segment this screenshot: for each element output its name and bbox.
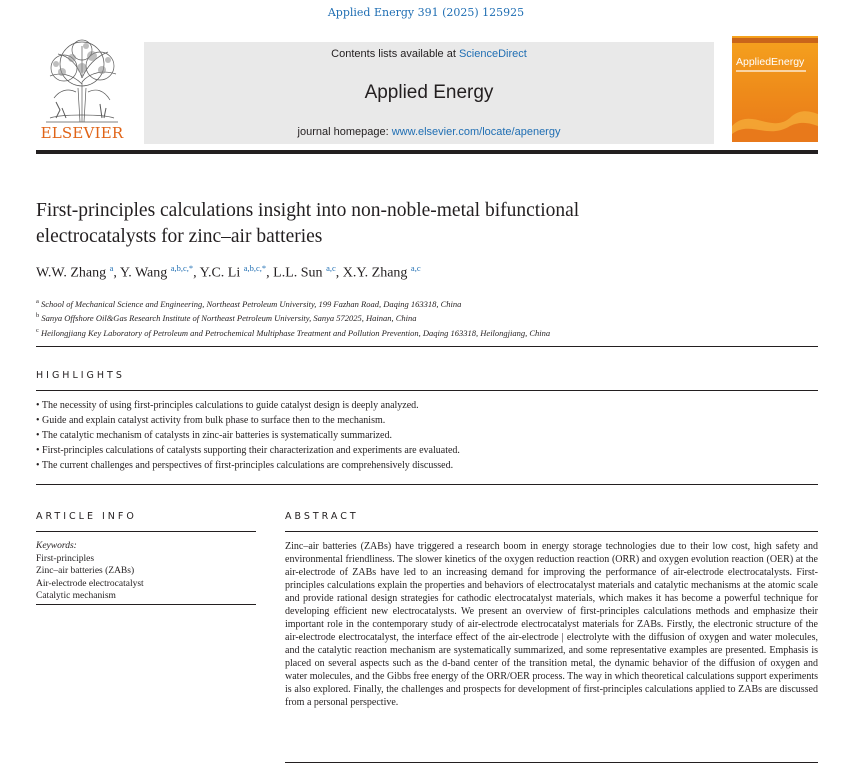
keywords-block [36,540,256,603]
abstract-bottom-divider [285,762,818,763]
highlights-divider [36,390,818,391]
masthead [144,42,714,144]
highlight-item [36,458,816,473]
author-affiliation-mark[interactable]: a,b,c,* [243,263,267,273]
affiliation-mark: b [36,312,40,320]
affiliation-item [36,310,796,324]
highlights-list [36,398,816,473]
author-affiliation-mark[interactable]: a,c [326,263,336,273]
highlight-text: The necessity of using first-principles calculations to guide catalyst design is deeply analyzed. [41,400,419,411]
author-affiliation-mark[interactable]: a [109,263,114,273]
article-title [36,198,736,250]
sciencedirect-link[interactable]: ScienceDirect [458,48,527,60]
highlights-bottom-divider [36,484,818,485]
homepage-line [144,126,714,138]
cover-title: AppliedEnergy [736,56,805,68]
affiliation-mark: c [36,326,39,334]
highlight-text: First-principles calculations of catalysts supporting their characterization and experiments are evaluated. [42,445,460,456]
contents-prefix: Contents lists available at [331,48,456,60]
abstract-text: Zinc–air batteries (ZABs) have triggered a research boom in energy storage technologies due to their low cost, high safety and environmental friendliness. The slower kinetics of the oxygen reduction reaction (ORR) and oxygen evolution reaction (OER) at the air-electrode of ZABs have led to an increasing demand for improving the performance of air-electrode electrocatalysts. First-principles calculations explain the properties and behaviors of electrocatalyst materials and catalytic mechanisms at the atomic scale and provide rational design strategies for cathodic electrocatalyst materials, which makes it has become a powerful technique for developing efficient new electrocatalysts. We present an overview of first-principles calculations methods and emphasize their important role in the contemporary study of air-electrode electrocatalyst materials for ZABs. Firstly, the electronic structure of the air-electrode electrocatalyst, the interface effect of the air-electrode | electrolyte with the diffusion of oxygen and water molecules, and the catalytic reaction mechanism are systematically summarized, and some representative examples are presented. Emphasis is placed on several aspects such as the d-band center of the transition metal, the dynamic behavior of the diffusion of oxygen and water molecules, and the Gibbs free energy of the ORR/OER process. The way in which theoretical calculations support experiments is also explored. Finally, the challenges and prospects for development of first-principles calculations applied to ZABs are discussed from a personal perspective. [285,541,818,708]
article-title-line-1: First-principles calculations insight into non-noble-metal bifunctional [36,200,580,221]
affiliation-item [36,296,796,310]
header-divider [36,150,818,154]
article-title-line-2: electrocatalysts for zinc–air batteries [36,226,323,247]
author-name[interactable]: Y. Wang [119,265,168,281]
highlight-item [36,413,816,428]
highlight-item [36,428,816,443]
highlight-item [36,398,816,413]
affiliation-text: Sanya Offshore Oil&Gas Research Institute of Northeast Petroleum University, Sanya 572025, Hainan, China [41,313,417,324]
journal-reference[interactable]: Applied Energy 391 (2025) 125925 [327,6,525,19]
author-name[interactable]: L.L. Sun [273,265,323,281]
highlights-heading: HIGHLIGHTS [36,370,125,381]
cover-subtitle-bar [736,70,806,72]
elsevier-wordmark: ELSEVIER [40,124,124,142]
author-name[interactable]: W.W. Zhang [36,265,107,281]
keyword-item: First-principles [36,553,95,564]
bullet-icon: • [36,415,40,426]
author-affiliation-mark[interactable]: a,b,c,* [170,263,194,273]
elsevier-logo[interactable] [36,36,128,144]
affiliations-divider [36,346,818,347]
article-info-divider [36,531,256,532]
author-name[interactable]: Y.C. Li [199,265,241,281]
homepage-prefix: journal homepage: [297,126,389,138]
bullet-icon: • [36,445,40,456]
highlight-text: The catalytic mechanism of catalysts in zinc-air batteries is systematically summarized. [41,430,392,441]
bullet-icon: • [36,460,40,471]
keywords-label: Keywords: [36,541,77,551]
article-info-heading: ARTICLE INFO [36,511,137,522]
contents-line [144,48,714,60]
author-list: W.W. Zhang $^a$, Y. Wang $^{a,b,c,*}$, Y.C. Li $^{a,b,c,*}$, L.L. Sun $^{a,c}$, X.Y. Zhang $^{a,c}$ [36,263,421,281]
affiliation-item [36,325,796,339]
bullet-icon: • [36,430,40,441]
journal-cover-thumbnail[interactable] [732,36,818,142]
abstract-divider [285,531,818,532]
affiliation-text: Heilongjiang Key Laboratory of Petroleum and Petrochemical Multiphase Treatment and Pollution Prevention, Daqing 163318, Heilongjiang, China [41,327,551,338]
journal-banner [36,36,818,144]
affiliations [36,296,796,339]
cover-art-icon [732,96,818,142]
bullet-icon: • [36,400,40,411]
affiliation-mark: a [36,298,39,305]
keyword-item: Zinc–air batteries (ZABs) [36,566,135,576]
author-name[interactable]: X.Y. Zhang [342,265,408,281]
highlight-item [36,443,816,458]
highlight-text: Guide and explain catalyst activity from bulk phase to surface then to the mechanism. [42,415,386,426]
journal-title: Applied Energy [364,82,494,103]
abstract-heading: ABSTRACT [285,511,359,522]
cover-top-band [732,38,818,43]
keywords-bottom-divider [36,604,256,605]
journal-homepage-link[interactable]: www.elsevier.com/locate/apenergy [391,126,561,138]
author-affiliation-mark[interactable]: a,c [410,263,421,273]
highlight-text: The current challenges and perspectives of first-principles calculations are comprehensively discussed. [41,460,454,471]
elsevier-tree-icon [42,38,122,124]
keyword-item: Air-electrode electrocatalyst [36,578,144,589]
keyword-item: Catalytic mechanism [36,591,116,601]
affiliation-text: School of Mechanical Science and Engineering, Northeast Petroleum University, 199 Fazhan Road, Daqing 163318, China [41,298,462,309]
